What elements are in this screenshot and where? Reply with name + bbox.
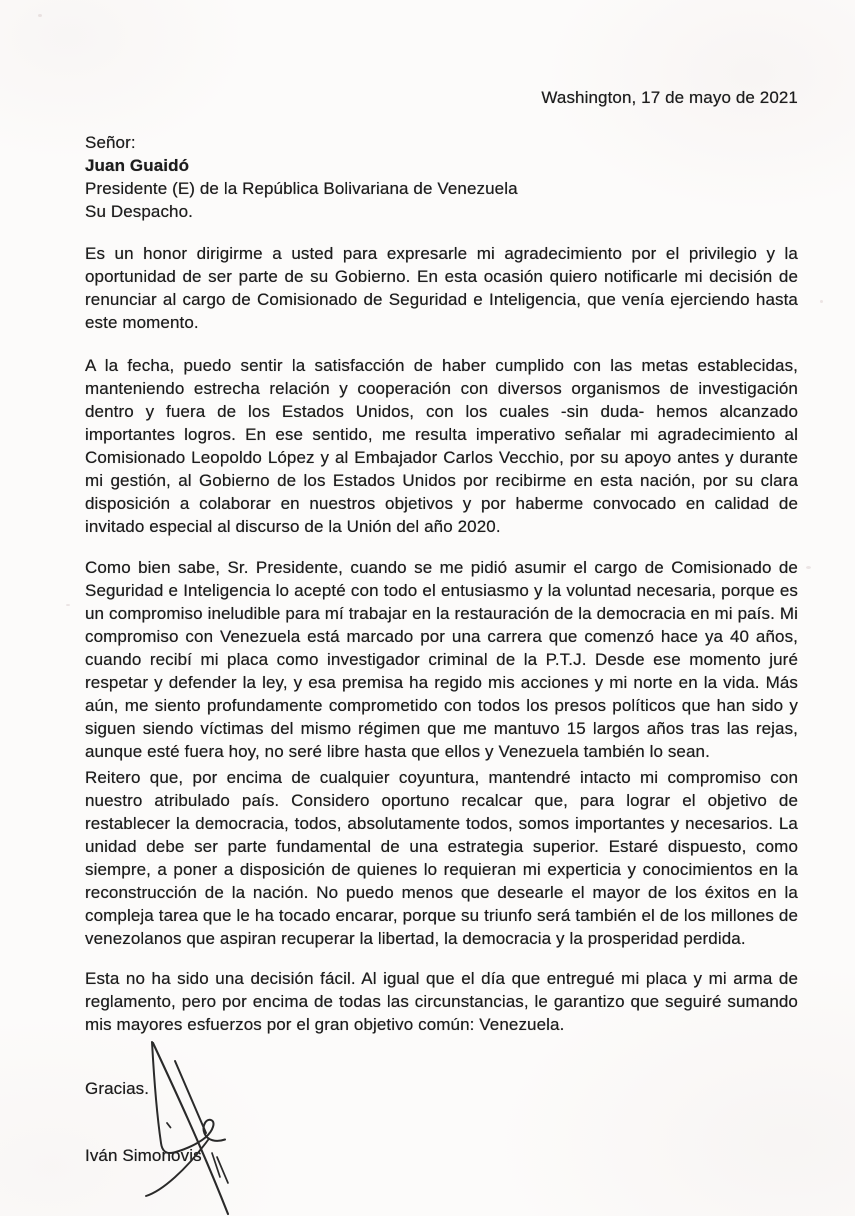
recipient-block bbox=[85, 131, 798, 223]
recipient-name: Juan Guaidó bbox=[85, 156, 190, 175]
body-paragraph-1: Es un honor dirigirme a usted para expresarle mi agradecimiento por el privilegio y la oportunidad de ser parte de su Gobierno. En esta ocasión quiero notificarle mi decisión de renunciar al cargo de Comisionado de Seguridad e Inteligencia, que venía ejerciendo hasta este momento. bbox=[85, 244, 798, 332]
signature-icon bbox=[130, 1030, 260, 1216]
scan-speck bbox=[38, 14, 42, 17]
recipient-office: Su Despacho. bbox=[85, 202, 193, 221]
body-paragraph-4: Reitero que, por encima de cualquier coyuntura, mantendré intacto mi compromiso con nuestro atribulado país. Considero oportuno recalcar que, para lograr el objetivo de restablecer la democracia, todos, absolutamente todos, somos importantes y necesarios. La unidad debe ser parte fundamental de una estrategia superior. Estaré dispuesto, como siempre, a poner a disposición de quienes lo requieran mi experticia y conocimientos en la reconstrucción de la nación. No puedo menos que desearle el mayor de los éxitos en la compleja tarea que le ha tocado encarar, porque su triunfo será también el de los millones de venezolanos que aspiran recuperar la libertad, la democracia y la prosperidad perdida. bbox=[85, 768, 798, 948]
recipient-title: Presidente (E) de la República Bolivariana de Venezuela bbox=[85, 179, 518, 198]
signer-name: Iván Simonovis bbox=[85, 1146, 202, 1165]
closing-line: Gracias. bbox=[85, 1079, 150, 1098]
scan-speck bbox=[820, 300, 823, 303]
body-paragraph-5: Esta no ha sido una decisión fácil. Al igual que el día que entregué mi placa y mi arma de reglamento, pero por encima de todas las circunstancias, le garantizo que seguiré sumando mis mayores esfuerzos por el gran objetivo común: Venezuela. bbox=[85, 969, 798, 1034]
scan-speck bbox=[806, 566, 811, 569]
date-line: Washington, 17 de mayo de 2021 bbox=[541, 88, 798, 107]
body-paragraph-3: Como bien sabe, Sr. Presidente, cuando se me pidió asumir el cargo de Comisionado de Seguridad e Inteligencia lo acepté con todo el entusiasmo y la voluntad necesaria, porque es un compromiso ineludible para mí trabajar en la restauración de la democracia en mi país. Mi compromiso con Venezuela está marcado por una carrera que comenzó hace ya 40 años, cuando recibí mi placa como investigador criminal de la P.T.J. Desde ese momento juré respetar y defender la ley, y esa premisa ha regido mis acciones y mi norte en la vida. Más aún, me siento profundamente comprometido con todos los presos políticos que han sido y siguen siendo víctimas del mismo régimen que me mantuvo 15 largos años tras las rejas, aunque esté fuera hoy, no seré libre hasta que ellos y Venezuela también lo sean. bbox=[85, 558, 798, 761]
recipient-salutation: Señor: bbox=[85, 133, 136, 152]
body-paragraph-2: A la fecha, puedo sentir la satisfacción de haber cumplido con las metas establecidas, manteniendo estrecha relación y cooperación con diversos organismos de investigación dentro y fuera de los Estados Unidos, con los cuales -sin duda- hemos alcanzado importantes logros. En ese sentido, me resulta imperativo señalar mi agradecimiento al Comisionado Leopoldo López y al Embajador Carlos Vecchio, por su apoyo antes y durante mi gestión, al Gobierno de los Estados Unidos por recibirme en esta nación, por su clara disposición a colaborar en nuestros objetivos y por haberme convocado en calidad de invitado especial al discurso de la Unión del año 2020. bbox=[85, 356, 798, 536]
scan-speck bbox=[66, 604, 70, 606]
